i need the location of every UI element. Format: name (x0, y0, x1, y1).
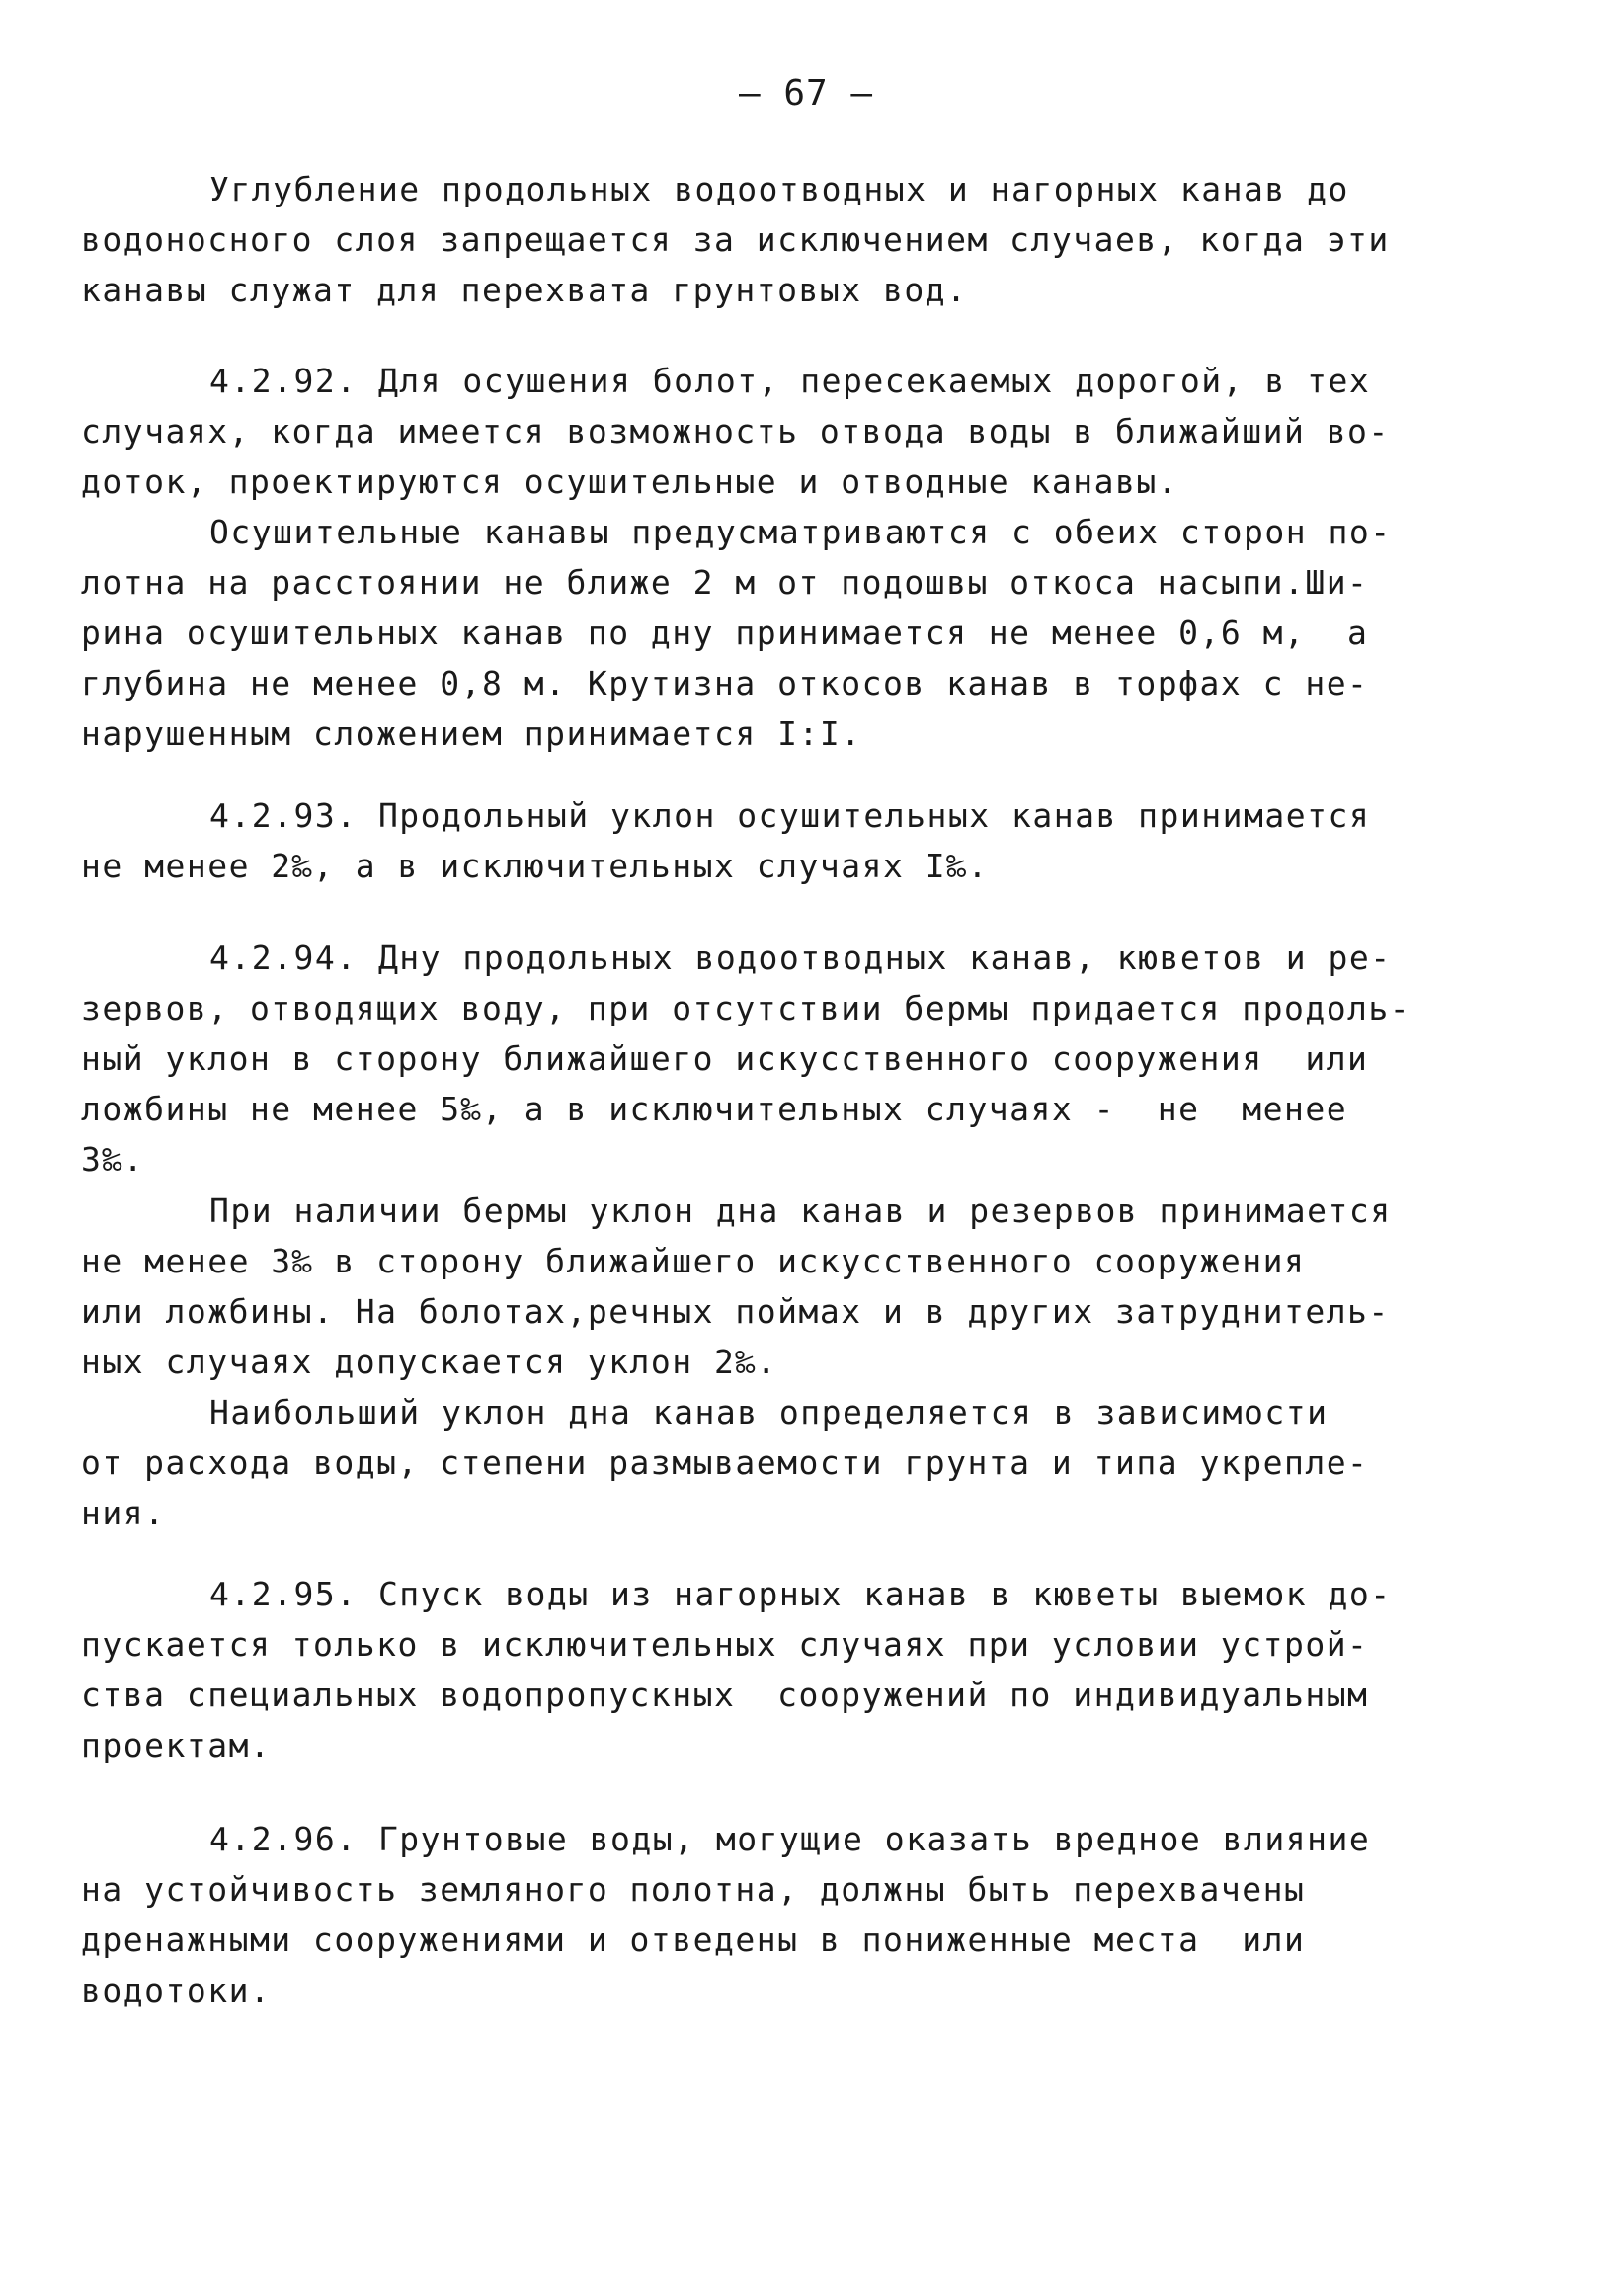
text-line: не менее 2‰, а в исключительных случаях I‰. (81, 847, 989, 885)
text-line: ный уклон в сторону ближайшего искусственного сооружения или (81, 1039, 1369, 1078)
text-line: зервов, отводящих воду, при отсутствии бермы придается продоль- (81, 989, 1411, 1027)
text-line: Углубление продольных водоотводных и нагорных канав до (209, 170, 1349, 208)
paragraph-4-2-96 (81, 1814, 1405, 2015)
text-line: 4.2.95. Спуск воды из нагорных канав в кюветы выемок до- (209, 1575, 1392, 1613)
text-line: или ложбины. На болотах,речных поймах и в других затруднитель- (81, 1292, 1390, 1331)
text-line: Осушительные канавы предусматриваются с обеих сторон по- (209, 513, 1392, 551)
paragraph-4-2-93 (81, 790, 1405, 891)
paragraph-drainage-ditches (81, 507, 1405, 759)
text-line: 4.2.96. Грунтовые воды, могущие оказать вредное влияние (209, 1820, 1371, 1858)
paragraph-4-2-95 (81, 1569, 1405, 1770)
text-line: случаях, когда имеется возможность отвода воды в ближайший во- (81, 412, 1390, 451)
text-line: 4.2.93. Продольный уклон осушительных канав принимается (209, 796, 1371, 835)
text-line: не менее 3‰ в сторону ближайшего искусственного сооружения (81, 1242, 1306, 1280)
text-line: от расхода воды, степени размываемости грунта и типа укрепле- (81, 1443, 1369, 1482)
paragraph-4-2-92 (81, 356, 1405, 507)
text-line: 3‰. (81, 1140, 145, 1179)
text-line: доток, проектируются осушительные и отводные канавы. (81, 462, 1179, 501)
text-line: 4.2.94. Дну продольных водоотводных канав, кюветов и ре- (209, 939, 1392, 977)
text-line: ния. (81, 1494, 166, 1532)
text-line: ных случаях допускается уклон 2‰. (81, 1343, 778, 1381)
text-line: дренажными сооружениями и отведены в пониженные места или (81, 1921, 1306, 1959)
text-line: Наибольший уклон дна канав определяется в зависимости (209, 1393, 1329, 1432)
text-line: канавы служат для перехвата грунтовых вод. (81, 271, 968, 309)
text-line: пускается только в исключительных случаях при условии устрой- (81, 1625, 1369, 1664)
paragraph-max-slope (81, 1387, 1405, 1538)
paragraph-4-2-94 (81, 933, 1411, 1185)
text-line: ложбины не менее 5‰, а в исключительных случаях - не менее (81, 1090, 1348, 1128)
text-line: глубина не менее 0,8 м. Крутизна откосов канав в торфах с не- (81, 664, 1369, 702)
text-line: водоносного слоя запрещается за исключением случаев, когда эти (81, 220, 1390, 259)
text-line: 4.2.92. Для осушения болот, пересекаемых дорогой, в тех (209, 362, 1371, 400)
text-line: нарушенным сложением принимается I:I. (81, 714, 862, 753)
text-line: рина осушительных канав по дну принимается не менее 0,6 м, а (81, 614, 1369, 652)
text-line: проектам. (81, 1726, 272, 1764)
paragraph-ditch-deepening (81, 164, 1405, 315)
text-line: лотна на расстоянии не ближе 2 м от подошвы откоса насыпи.Ши- (81, 563, 1369, 602)
text-line: водотоки. (81, 1971, 272, 2009)
page-number: — 67 — (738, 73, 874, 114)
text-line: ства специальных водопропускных сооружений по индивидуальным (81, 1676, 1369, 1714)
text-line: на устойчивость земляного полотна, должны быть перехвачены (81, 1870, 1306, 1909)
paragraph-berm-slope (81, 1186, 1405, 1387)
text-line: При наличии бермы уклон дна канав и резервов принимается (209, 1191, 1392, 1230)
